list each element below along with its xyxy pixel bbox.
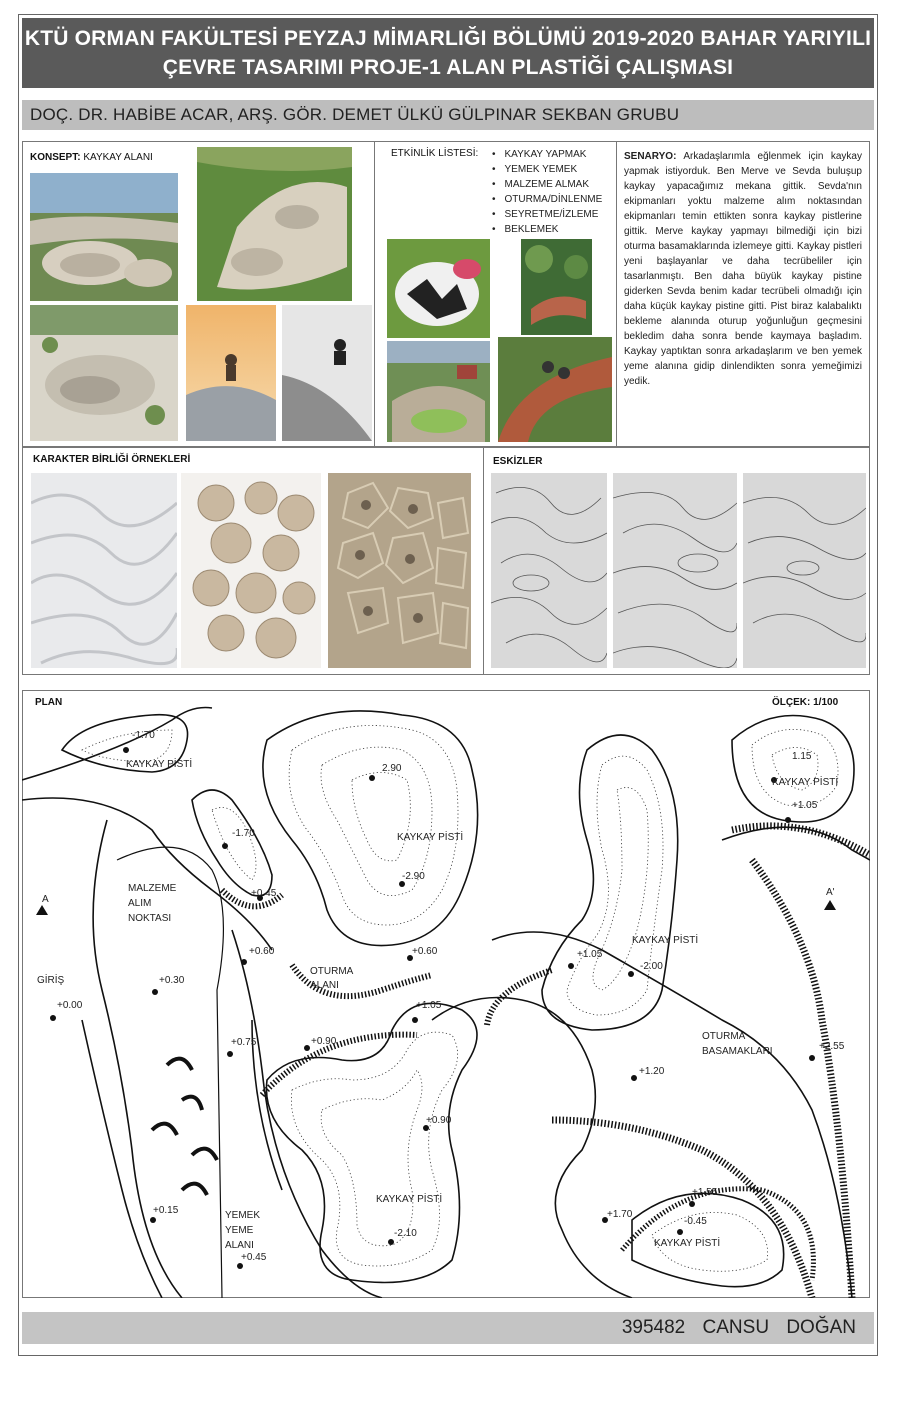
seating-steps-label: OTURMA bbox=[702, 1031, 746, 1042]
spot-level: -2.10 bbox=[394, 1228, 417, 1239]
student-id: 395482 bbox=[621, 1317, 686, 1338]
skatepark-overview-photo bbox=[197, 147, 352, 301]
sketches-label: ESKİZLER bbox=[493, 456, 543, 467]
spot-level: +1.55 bbox=[692, 1187, 718, 1198]
divider bbox=[483, 447, 484, 675]
skate-pit-label: KAYKAY PİSTİ bbox=[772, 777, 839, 788]
spot-level: +1.05 bbox=[577, 949, 603, 960]
title-line-1: KTÜ ORMAN FAKÜLTESİ PEYZAJ MİMARLIĞI BÖLÜMÜ 2019-2020 BAHAR YARIYILI bbox=[24, 27, 872, 50]
divider bbox=[374, 141, 375, 447]
spot-level: +0.00 bbox=[57, 1000, 83, 1011]
sketch-2 bbox=[613, 473, 737, 668]
food-area-label: ALANI bbox=[225, 1240, 254, 1251]
spot-level: +0.45 bbox=[241, 1252, 267, 1263]
activity-list-label: ETKİNLİK LİSTESİ: bbox=[391, 148, 479, 159]
spot-level: +0.60 bbox=[249, 946, 275, 957]
spot-level: 2.90 bbox=[382, 763, 402, 774]
equipment-point-label: ALIM bbox=[128, 898, 152, 909]
scenario-label: SENARYO: bbox=[624, 151, 677, 162]
sketch-3 bbox=[743, 473, 866, 668]
spot-level: +0.90 bbox=[311, 1036, 337, 1047]
food-area-label: YEME bbox=[225, 1225, 254, 1236]
skate-pit-label: KAYKAY PİSTİ bbox=[632, 935, 699, 946]
title-line-2: ÇEVRE TASARIMI PROJE-1 ALAN PLASTİĞİ ÇALIŞMASI bbox=[162, 56, 734, 79]
section-a-label: A bbox=[42, 894, 49, 905]
section-a-marker bbox=[36, 905, 48, 915]
character-label: KARAKTER BİRLİĞİ ÖRNEKLERİ bbox=[33, 454, 191, 465]
spot-level: -2.00 bbox=[640, 961, 663, 972]
topographic-relief-photo bbox=[31, 473, 177, 668]
spot-level: -1.70 bbox=[132, 730, 155, 741]
spot-level: -2.90 bbox=[402, 871, 425, 882]
spot-level: +2.55 bbox=[819, 1041, 845, 1052]
seating-area-label: OTURMA bbox=[310, 966, 354, 977]
spot-level: +0.45 bbox=[251, 888, 277, 899]
student-name: CANSU DOĞAN bbox=[702, 1317, 856, 1338]
skater-sunset-photo bbox=[186, 305, 276, 441]
spot-level: 1.15 bbox=[792, 751, 812, 762]
skate-pit-label: KAYKAY PİSTİ bbox=[376, 1194, 443, 1205]
activity-item: • MALZEME ALMAK bbox=[492, 177, 602, 192]
food-area-label: YEMEK bbox=[225, 1210, 261, 1221]
seating-steps-label: BASAMAKLARI bbox=[702, 1046, 773, 1057]
skate-pit-label: KAYKAY PİSTİ bbox=[397, 832, 464, 843]
curved-bench-photo bbox=[498, 337, 612, 442]
spot-level: +0.30 bbox=[159, 975, 185, 986]
spot-level: +0.15 bbox=[153, 1205, 179, 1216]
skatepark-plaza-photo bbox=[30, 305, 178, 441]
scenario-text bbox=[624, 149, 862, 389]
plan-scale: ÖLÇEK: 1/100 bbox=[772, 697, 839, 708]
instructors-bar: DOÇ. DR. HABİBE ACAR, ARŞ. GÖR. DEMET ÜLKÜ GÜLPINAR SEKBAN GRUBU bbox=[22, 100, 874, 130]
skatepark-aerial-photo bbox=[30, 173, 178, 301]
garden-photo bbox=[521, 239, 592, 335]
spot-level: +0.75 bbox=[231, 1037, 257, 1048]
activity-item: • YEMEK YEMEK bbox=[492, 162, 602, 177]
plan-label: PLAN bbox=[35, 697, 63, 708]
activity-item: • BEKLEMEK bbox=[492, 222, 602, 237]
poster-title bbox=[22, 18, 874, 88]
concept-label: KONSEPT: KAYKAY ALANI bbox=[30, 152, 153, 163]
equipment-point-label: MALZEME bbox=[128, 883, 177, 894]
fiber-discs-photo bbox=[181, 473, 321, 668]
coral-texture-photo bbox=[328, 473, 471, 668]
site-plan-drawing bbox=[22, 690, 870, 1298]
bowl-aerial-photo bbox=[387, 239, 490, 338]
spot-level: +0.90 bbox=[426, 1115, 452, 1126]
activity-item: • KAYKAY YAPMAK bbox=[492, 147, 602, 162]
seating-area-label: ALANI bbox=[310, 980, 339, 991]
skate-pit-label: KAYKAY PİSTİ bbox=[654, 1238, 721, 1249]
amphitheater-photo bbox=[387, 341, 490, 442]
activity-item: • SEYRETME/İZLEME bbox=[492, 207, 602, 222]
spot-level: +0.60 bbox=[412, 946, 438, 957]
divider bbox=[616, 141, 617, 447]
activity-item: • OTURMA/DİNLENME bbox=[492, 192, 602, 207]
spot-level: +1.05 bbox=[792, 800, 818, 811]
scenario-body: Arkadaşlarımla eğlenmek için kaykay yapmak istiyorduk. Ben Merve ve Sevda buluşup kaykay yapacağımız mekana gittik. Sevda'nın ekipmanları yoktu malzeme alım noktasından ekipmanları temin ettikten sonra kaykay pistlerine gittik. Merve kaykay yapmayı bilmediği için bizi oturma basamaklarında izlemeye gitti. Kaykay pistleri yeni başlayanlar ve daha tecrübeliler için tasarlanmıştı. Ben daha büyük kaykay pistine giderken Sevda benim kadar tecrübeli olmadığı için daha küçük kaykay pistine gitti. Pist biraz kalabalıktı bekleme alanında oturup yoğunluğun geçmesini bekledim daha sonra bende kaymaya başladım. Kaykay yaptıktan sonra arkadaşlarım ve ben yemek yeme alanına gidip dinlendikten sonra yemeğimizi yedik. bbox=[624, 151, 862, 387]
equipment-point-label: NOKTASI bbox=[128, 913, 172, 924]
skater-bw-photo bbox=[282, 305, 372, 441]
spot-level: +1.20 bbox=[639, 1066, 665, 1077]
section-a-prime-label: A' bbox=[826, 887, 835, 898]
spot-level: -0.45 bbox=[684, 1216, 707, 1227]
sketch-1 bbox=[491, 473, 607, 668]
student-info-bar bbox=[22, 1312, 874, 1344]
activity-list bbox=[492, 147, 602, 237]
skate-pit-label: KAYKAY PİSTİ bbox=[126, 759, 193, 770]
section-a-prime-marker bbox=[824, 900, 836, 910]
spot-level: +1.70 bbox=[607, 1209, 633, 1220]
entrance-label: GİRİŞ bbox=[37, 975, 65, 986]
spot-level: +1.05 bbox=[416, 1000, 442, 1011]
spot-level: -1.70 bbox=[232, 828, 255, 839]
